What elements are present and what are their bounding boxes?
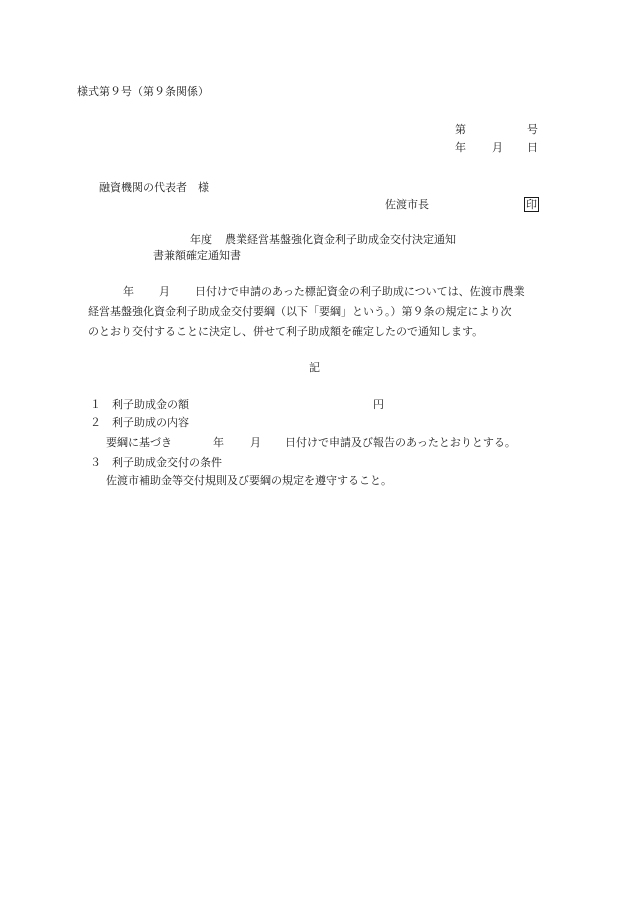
title-year-prefix: 年度 xyxy=(190,233,212,246)
date-day: 日 xyxy=(527,141,538,154)
item1-unit: 円 xyxy=(373,398,384,411)
item2-label: ２ 利子助成の内容 xyxy=(90,416,189,429)
item3-detail: 佐渡市補助金等交付規則及び要綱の規定を遵守すること。 xyxy=(106,474,392,487)
body-line2: 経営基盤強化資金利子助成金交付要綱（以下「要綱」という。）第９条の規定により次 xyxy=(88,305,512,318)
item3-label: ３ 利子助成金交付の条件 xyxy=(90,456,222,469)
form-label: 様式第９号（第９条関係） xyxy=(77,85,209,98)
body-month: 月 xyxy=(159,285,170,298)
seal-stamp: 印 xyxy=(526,198,537,211)
number-go: 号 xyxy=(527,123,538,136)
body-year: 年 xyxy=(123,285,134,298)
ki-heading: 記 xyxy=(309,361,320,374)
title-line1: 農業経営基盤強化資金利子助成金交付決定通知 xyxy=(225,233,456,246)
addressee: 融資機関の代表者 様 xyxy=(99,181,209,194)
body-line3: のとおり交付することに決定し、併せて利子助成額を確定したので通知します。 xyxy=(88,325,484,338)
item2-detail-year: 年 xyxy=(213,436,224,449)
item1-label: １ 利子助成金の額 xyxy=(90,398,189,411)
title-line2: 書兼額確定通知書 xyxy=(153,249,241,262)
issuer-name: 佐渡市長 xyxy=(385,198,429,211)
body-line1: 日付けで申請のあった標記資金の利子助成については、佐渡市農業 xyxy=(195,285,525,298)
item2-detail-a: 要綱に基づき xyxy=(106,436,172,449)
item2-detail-month: 月 xyxy=(250,436,261,449)
number-dai: 第 xyxy=(455,123,466,136)
item2-detail-b: 日付けで申請及び報告のあったとおりとする。 xyxy=(285,436,516,449)
date-year: 年 xyxy=(455,141,466,154)
date-month: 月 xyxy=(492,141,503,154)
